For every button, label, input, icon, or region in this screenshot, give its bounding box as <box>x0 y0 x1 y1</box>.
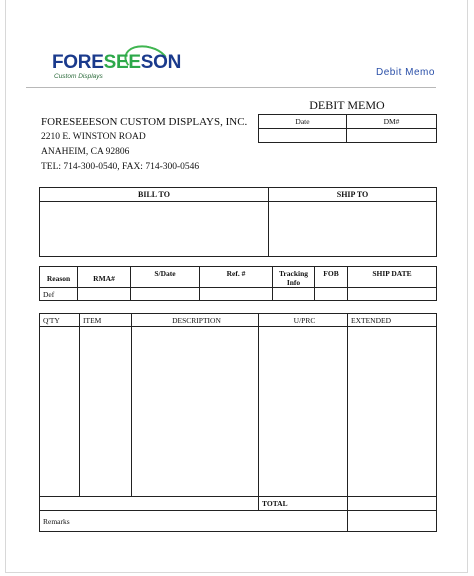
doc-type-label: Debit Memo <box>376 67 435 78</box>
dm-number-field[interactable] <box>347 129 437 143</box>
reason-header: Reason <box>40 267 78 288</box>
remarks-extra-field[interactable] <box>348 511 437 532</box>
extended-column-body[interactable] <box>348 327 437 497</box>
company-logo <box>52 52 181 82</box>
qty-header: Q'TY <box>40 314 80 327</box>
rma-header: RMA# <box>78 267 131 288</box>
ship-date-header: SHIP DATE <box>348 267 437 288</box>
description-header: DESCRIPTION <box>132 314 259 327</box>
bill-to-header: BILL TO <box>40 188 269 202</box>
total-field[interactable] <box>348 497 437 511</box>
item-header: ITEM <box>80 314 132 327</box>
bill-ship-table <box>39 187 437 257</box>
company-info <box>41 115 247 175</box>
logo-tagline: Custom Displays <box>54 73 103 80</box>
ref-number-header: Ref. # <box>200 267 273 288</box>
ref-number-field[interactable] <box>200 288 273 301</box>
date-label: Date <box>259 115 347 129</box>
remarks-label: Remarks <box>43 516 70 526</box>
total-label: TOTAL <box>259 497 348 511</box>
remarks-field[interactable] <box>40 511 348 532</box>
company-address-2: ANAHEIM, CA 92806 <box>41 147 130 157</box>
unit-price-header: U/PRC <box>259 314 348 327</box>
tracking-info-header: Tracking Info <box>273 267 315 288</box>
tracking-info-field[interactable] <box>273 288 315 301</box>
ship-to-field[interactable] <box>269 202 437 257</box>
header-divider <box>26 87 436 88</box>
unit-price-column-body[interactable] <box>259 327 348 497</box>
extended-header: EXTENDED <box>348 314 437 327</box>
memo-title: DEBIT MEMO <box>309 98 385 112</box>
reference-table <box>39 266 437 301</box>
item-column-body[interactable] <box>80 327 132 497</box>
date-field[interactable] <box>259 129 347 143</box>
ship-to-header: SHIP TO <box>269 188 437 202</box>
date-dm-table <box>258 114 437 143</box>
dm-number-label: DM# <box>347 115 437 129</box>
company-name: FORESEEESON CUSTOM DISPLAYS, INC. <box>41 116 248 128</box>
fob-header: FOB <box>315 267 348 288</box>
sdate-header: S/Date <box>131 267 200 288</box>
ship-date-field[interactable] <box>348 288 437 301</box>
line-items-table <box>39 313 437 532</box>
qty-column-body[interactable] <box>40 327 80 497</box>
company-phone: TEL: 714-300-0540, FAX: 714-300-0546 <box>41 162 200 172</box>
bill-to-field[interactable] <box>40 202 269 257</box>
logo-wordmark: FORESEESON <box>52 52 181 73</box>
description-column-body[interactable] <box>132 327 259 497</box>
fob-field[interactable] <box>315 288 348 301</box>
reason-value[interactable]: Def <box>40 288 78 301</box>
sdate-field[interactable] <box>131 288 200 301</box>
company-address-1: 2210 E. WINSTON ROAD <box>41 132 146 142</box>
total-spacer <box>40 497 259 511</box>
rma-field[interactable] <box>78 288 131 301</box>
